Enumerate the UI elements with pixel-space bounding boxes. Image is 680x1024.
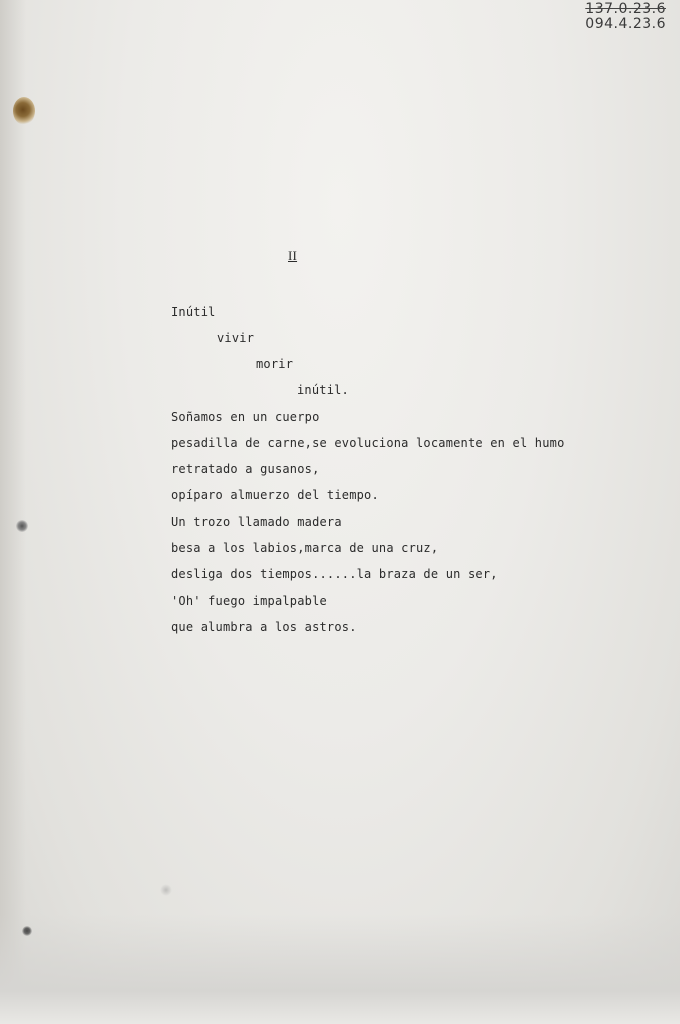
faint-spot <box>160 884 172 896</box>
poem-line: que alumbra a los astros. <box>171 620 357 634</box>
archive-number: 094.4.23.6 <box>585 16 666 32</box>
section-number: II <box>288 248 298 263</box>
poem-line: pesadilla de carne,se evoluciona locamente en el humo <box>171 436 565 450</box>
poem-line: opíparo almuerzo del tiempo. <box>171 488 379 502</box>
ink-spot <box>16 520 28 532</box>
poem-line: 'Oh' fuego impalpable <box>171 594 327 608</box>
poem-line: retratado a gusanos, <box>171 462 320 476</box>
punch-hole-stain <box>13 97 35 125</box>
archive-number-crossed: 137.0.23.6 <box>585 1 666 17</box>
poem-line: desliga dos tiempos......la braza de un ser, <box>171 567 498 581</box>
ink-spot <box>22 926 32 936</box>
poem-line: vivir <box>217 331 255 345</box>
poem-line: inútil. <box>297 383 349 397</box>
poem-line: besa a los labios,marca de una cruz, <box>171 541 439 555</box>
poem-line: Soñamos en un cuerpo <box>171 410 320 424</box>
poem-line: morir <box>256 357 294 371</box>
archive-reference-numbers <box>585 2 666 32</box>
poem-line: Un trozo llamado madera <box>171 515 342 529</box>
poem-line: Inútil <box>171 305 216 319</box>
